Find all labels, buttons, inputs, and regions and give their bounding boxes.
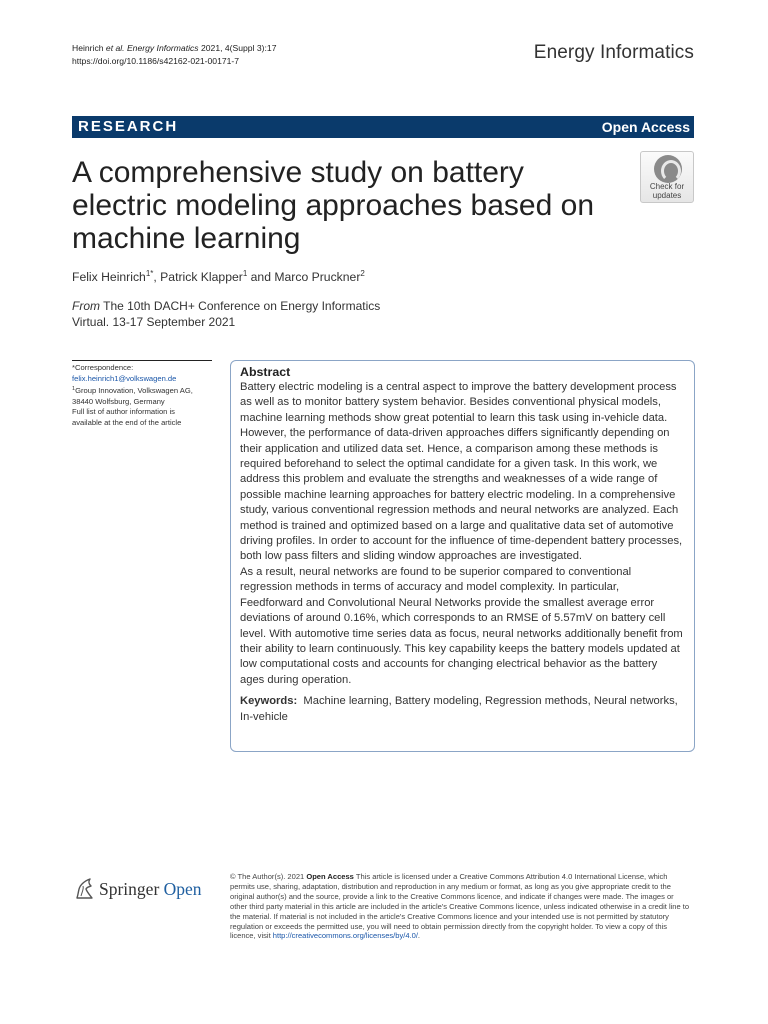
- journal-name: Energy Informatics: [533, 42, 694, 63]
- springer-open-logo: Springer Open: [72, 876, 222, 906]
- citation-line: Heinrich et al. Energy Informatics 2021, 4(Suppl 3):17: [72, 43, 277, 53]
- article-type-banner: [72, 116, 694, 138]
- crossmark-icon: [654, 155, 682, 183]
- citation-header: [72, 42, 276, 67]
- license-statement: © The Author(s). 2021 Open Access This article is licensed under a Creative Commons Attribution 4.0 International License, which permits use, sharing, adaptation, distribution and reproduction in any medium or format, as long as you give appropriate credit to the original author(s) and the source, provide a link to the Creative Commons licence, and indicate if changes were made. The images or other third party material in this article are included in the article's Creative Commons licence, unless indicated otherwise in a credit line to the material. If material is not included in the article's Creative Commons licence and your intended use is not permitted by statutory regulation or exceeds the permitted use, you will need to obtain permission directly from the copyright holder. To view a copy of this licence, visit http://creativecommons.org/licenses/by/4.0/.: [230, 872, 690, 941]
- author-list: Felix Heinrich$^{1*}$, Patrick Klapper$^1$ and Marco Pruckner$^2$: [72, 269, 365, 284]
- article-type-label: RESEARCH: [78, 118, 179, 135]
- check-for-updates-text: Check for updates: [649, 182, 685, 200]
- conference-info: From The 10th DACH+ Conference on Energy Informatics Virtual. 13-17 September 2021: [72, 299, 381, 329]
- correspondence-sidebar: *Correspondence: felix.heinrich1@volkswagen.de $^1$Group Innovation, Volkswagen AG, 38440 Wolfsburg, Germany Full list of author information is available at the end of the article: [72, 360, 212, 428]
- springer-horse-icon: [74, 877, 94, 901]
- abstract-paragraph: Battery electric modeling is a central aspect to improve the battery development process as well as to monitor battery system behavior. Besides conventional physical models, machine learning methods show great potential to learn this task using in-vehicle data. However, the performance of data-driven approaches differs significantly depending on their application and utilized data set. Hence, a comparison among these methods is required beforehand to select the optimal candidate for a given task. In this work, we address this problem and evaluate the strengths and weaknesses of a wide range of possible machine learning approaches for battery electric modeling. In a comprehensive study, various conventional regression methods and neural networks are analyzed. Each method is trained and optimized based on a large and qualitative data set of automotive driving profiles. In order to account for the influence of time-dependent battery processes, both low pass filters and sliding window approaches are investigated.: [240, 381, 683, 563]
- author-name[interactable]: Felix Heinrich: [72, 270, 146, 284]
- abstract-box: [230, 360, 695, 752]
- author-name[interactable]: Patrick Klapper: [160, 270, 243, 284]
- doi-link[interactable]: https://doi.org/10.1186/s42162-021-00171-7: [72, 55, 240, 66]
- abstract-paragraph: As a result, neural networks are found to be superior compared to conventional regression methods in terms of accuracy and model complexity. In particular, Feedforward and Convolutional Neural Networks provide the smallest average error deviations of around 0.16%, which corresponds to an RMSE of 5.57mV on battery cell level. With automotive time series data as focus, neural networks additionally benefit from their ability to learn continuously. This key capability keeps the battery models updated at low computational costs and accounts for changing electrical behavior as the battery ages during operation.: [240, 565, 683, 686]
- check-for-updates-badge[interactable]: [640, 151, 694, 203]
- article-title: A comprehensive study on battery electric modeling approaches based on machine learning: [72, 156, 594, 255]
- license-link[interactable]: http://creativecommons.org/licenses/by/4.0/: [272, 931, 418, 941]
- correspondence-email[interactable]: felix.heinrich1@volkswagen.de: [72, 373, 177, 383]
- keywords: Keywords: Machine learning, Battery modeling, Regression methods, Neural networks, In-vehicle: [240, 695, 678, 724]
- author-name[interactable]: Marco Pruckner: [274, 270, 361, 284]
- abstract-heading: Abstract: [240, 365, 291, 379]
- open-access-label: Open Access: [601, 119, 690, 135]
